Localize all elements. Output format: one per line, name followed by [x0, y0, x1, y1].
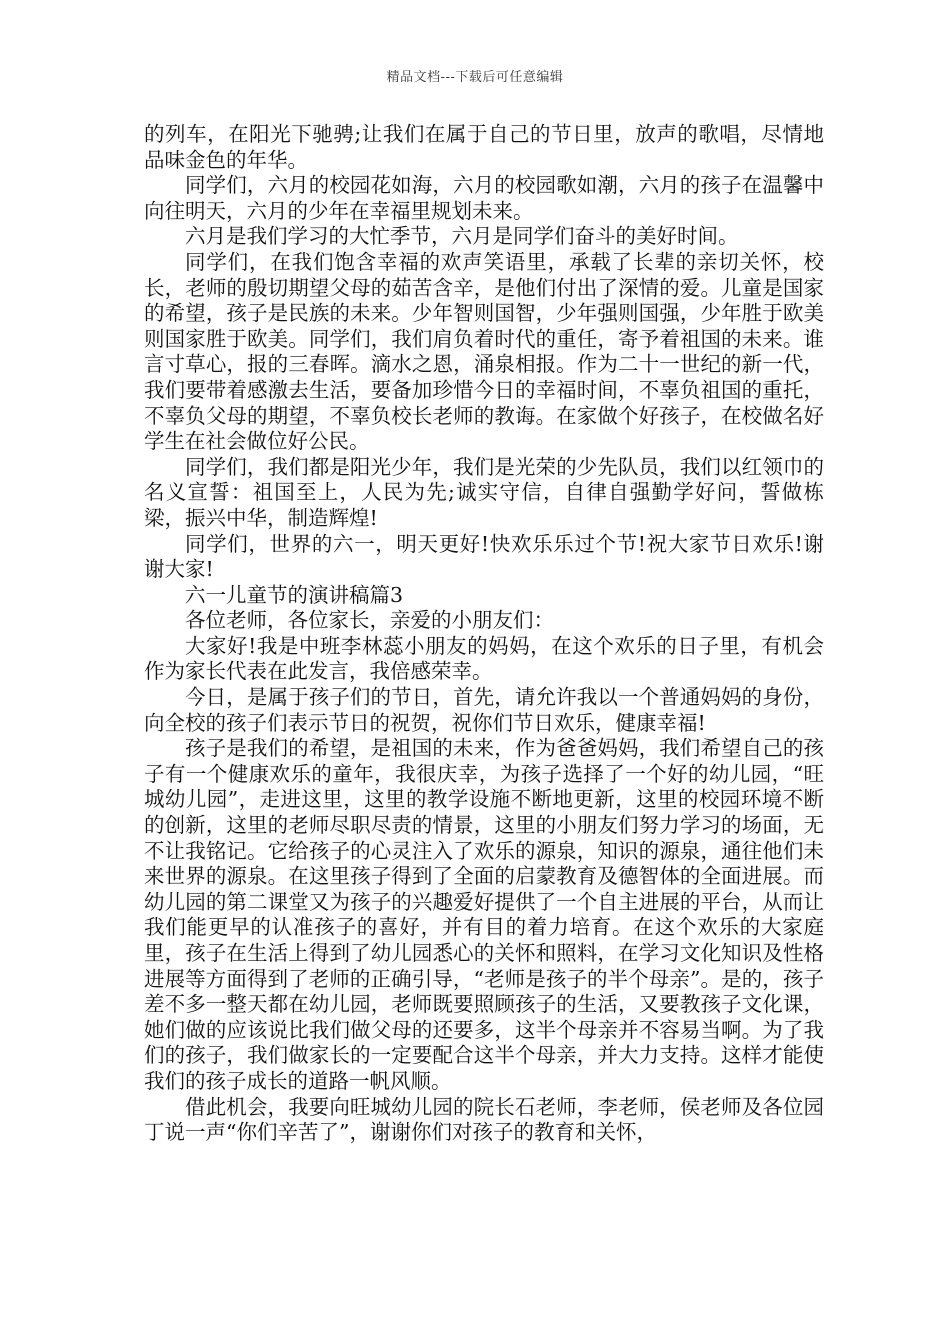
salutation: 各位老师，各位家长，亲爱的小朋友们：: [185, 608, 554, 633]
paragraph: 六月是我们学习的大忙季节，六月是同学们奋斗的美好时间。: [185, 224, 739, 249]
paragraph: 今日，是属于孩子们的节日，首先，请允许我以一个普通妈妈的身份，向全校的孩子们表示节日的祝贺，祝你们节日欢乐，健康幸福!: [144, 685, 824, 735]
paragraph: 大家好!我是中班李林蕊小朋友的妈妈，在这个欢乐的日子里，有机会作为家长代表在此发言，我倍感荣幸。: [144, 633, 824, 684]
paragraph: 同学们，六月的校园花如海，六月的校园歌如潮，六月的孩子在温馨中向往明天，六月的少年在幸福里规划未来。: [144, 173, 824, 223]
paragraph: 的列车，在阳光下驰骋;让我们在属于自己的节日里，放声的歌唱，尽情地品味金色的年华。: [144, 122, 824, 172]
section-heading: 六一儿童节的演讲稿篇3: [185, 582, 404, 607]
paragraph: 同学们，在我们饱含幸福的欢声笑语里，承载了长辈的亲切关怀，校长，老师的殷切期望父母的茹苦含辛，是他们付出了深情的爱。儿童是国家的希望，孩子是民族的未来。少年智则国智，少年强则国强，少年胜于欧美则国家胜于欧美。同学们，我们肩负着时代的重任，寄予着祖国的未来。谁言寸草心，报的三春晖。滴水之恩，涌泉相报。作为二十一世纪的新一代，我们要带着感激去生活，要备加珍惜今日的幸福时间，不辜负祖国的重托，不辜负父母的期望，不辜负校长老师的教诲。在家做个好孩子，在校做名好学生在社会做位好公民。: [144, 249, 824, 454]
document-body: [144, 122, 824, 1146]
paragraph: 孩子是我们的希望，是祖国的未来，作为爸爸妈妈，我们希望自己的孩子有一个健康欢乐的童年，我很庆幸，为孩子选择了一个好的幼儿园，“旺城幼儿园”，走进这里，这里的教学设施不断地更新，这里的校园环境不断的创新，这里的老师尽职尽责的情景，这里的小朋友们努力学习的场面，无不让我铭记。它给孩子的心灵注入了欢乐的源泉，知识的源泉，通往他们未来世界的源泉。在这里孩子得到了全面的启蒙教育及德智体的全面进展。而幼儿园的第二课堂又为孩子的兴趣爱好提供了一个自主进展的平台，从而让我们能更早的认准孩子的喜好，并有目的着力培育。在这个欢乐的大家庭里，孩子在生活上得到了幼儿园悉心的关怀和照料，在学习文化知识及性格进展等方面得到了老师的正确引导，“老师是孩子的半个母亲”。是的，孩子差不多一整天都在幼儿园，老师既要照顾孩子的生活，又要教孩子文化课，她们做的应该说比我们做父母的还要多，这半个母亲并不容易当啊。为了我们的孩子，我们做家长的一定要配合这半个母亲，并大力支持。这样才能使我们的孩子成长的道路一帆风顺。: [144, 736, 824, 1093]
page-header: 精品文档---下载后可任意编辑: [386, 70, 564, 85]
paragraph: 同学们，世界的六一，明天更好!快欢乐乐过个节!祝大家节日欢乐!谢谢大家!: [144, 531, 824, 582]
paragraph: 借此机会，我要向旺城幼儿园的院长石老师，李老师，侯老师及各位园丁说一声“你们辛苦了”，谢谢你们对孩子的教育和关怀，: [144, 1094, 824, 1145]
paragraph: 同学们，我们都是阳光少年，我们是光荣的少先队员，我们以红领巾的名义宣誓：祖国至上，人民为先;诚实守信，自律自强勤学好问，誓做栋梁，振兴中华，制造辉煌!: [144, 454, 824, 530]
